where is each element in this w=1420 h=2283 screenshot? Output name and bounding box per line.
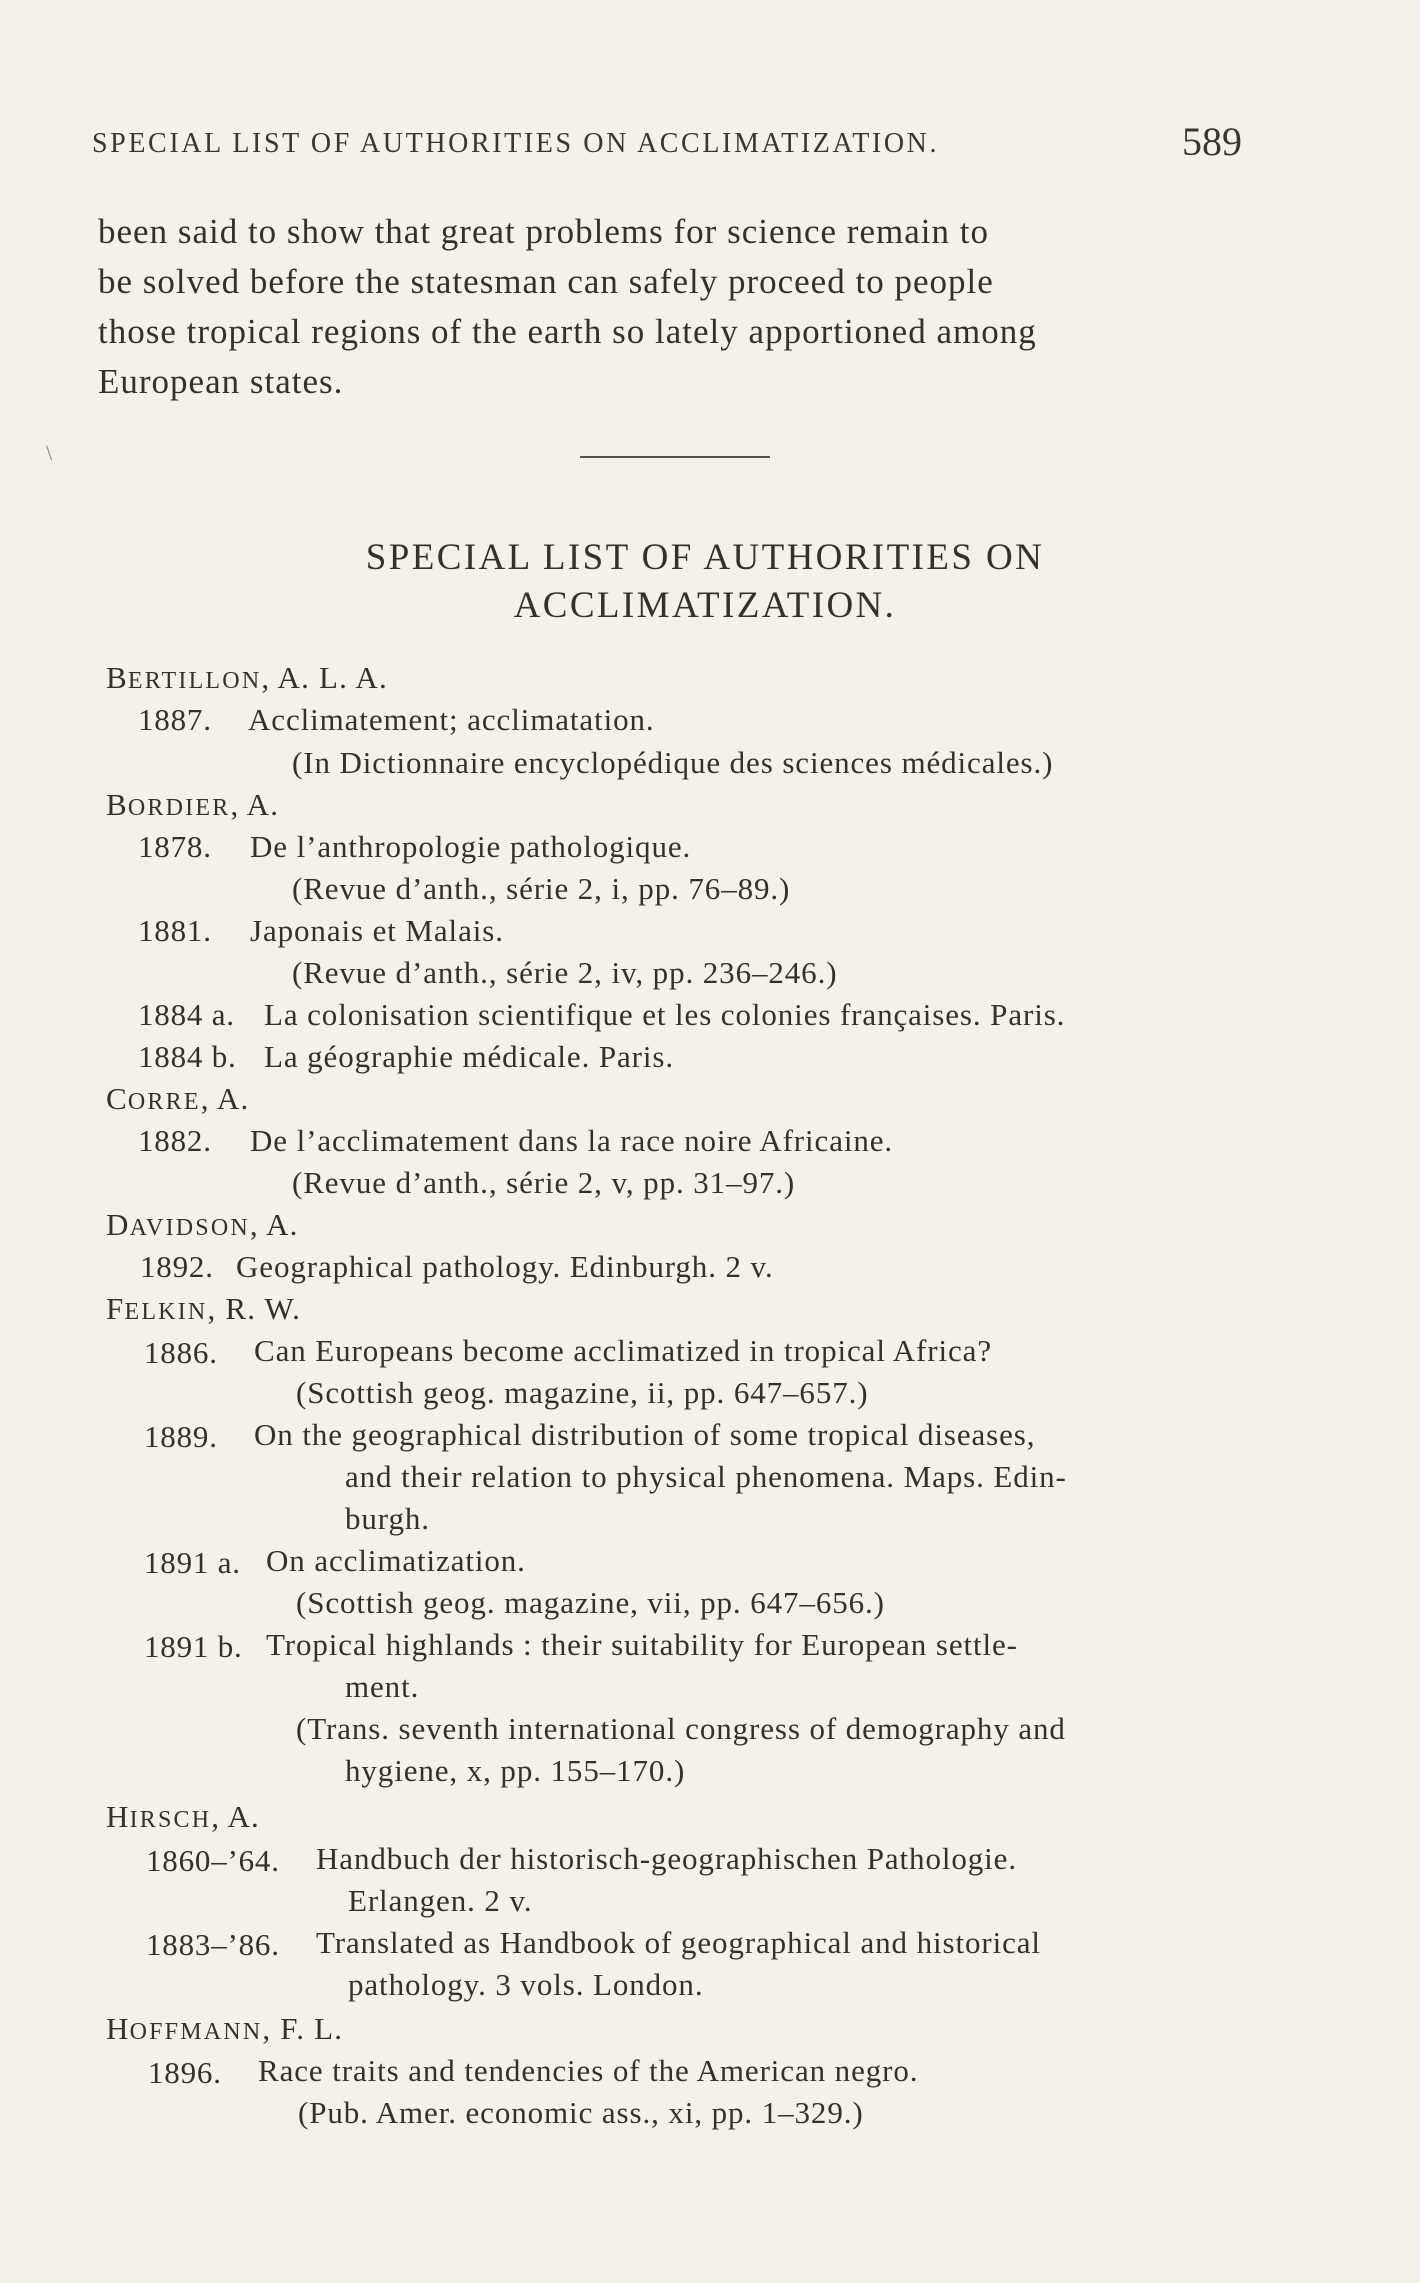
entry-title: De l’acclimatement dans la race noire Africaine. [250,1123,894,1158]
running-head: SPECIAL LIST OF AUTHORITIES ON ACCLIMATIZATION. [92,128,940,159]
entry-year: 1892. [140,1249,214,1284]
intro-line: European states. [98,362,344,401]
entry-title: Geographical pathology. Edinburgh. 2 v. [236,1249,774,1284]
author-name: BERTILLON, A. L. A. [106,660,388,695]
stray-mark: \ [46,440,53,465]
entry-year: 1878. [138,829,212,864]
author-name: FELKIN, R. W. [106,1291,302,1326]
entry-year: 1881. [138,913,212,948]
entry-year: 1883–’86. [146,1927,280,1962]
author-name: CORRE, A. [106,1081,250,1116]
entry-title: La géographie médicale. Paris. [264,1039,675,1074]
entry-title: Handbuch der historisch-geographischen Pathologie. [316,1841,1017,1876]
entry-year: 1891 b. [144,1629,243,1664]
intro-line: been said to show that great problems for science remain to [98,212,989,251]
entry-title: On the geographical distribution of some tropical diseases, [254,1417,1036,1452]
entry-title: La colonisation scientifique et les colonies françaises. Paris. [264,997,1066,1032]
author-name: BORDIER, A. [106,787,280,822]
entry-title: Race traits and tendencies of the American negro. [258,2053,919,2088]
entry-note: ment. [345,1669,420,1704]
section-rule [580,456,770,458]
author-name: HOFFMANN, F. L. [106,2011,344,2046]
intro-line: those tropical regions of the earth so lately apportioned among [98,312,1037,351]
page-number: 589 [1182,119,1242,164]
entry-year: 1884 a. [138,997,235,1032]
entry-note: and their relation to physical phenomena. Maps. Edin- [345,1459,1067,1494]
entry-note: (Revue d’anth., série 2, v, pp. 31–97.) [292,1165,796,1200]
entry-title: Acclimatement; acclimatation. [248,702,655,737]
entry-year: 1860–’64. [146,1843,280,1878]
section-heading: ACCLIMATIZATION. [513,585,897,626]
entry-note: (Revue d’anth., série 2, i, pp. 76–89.) [292,871,791,906]
entry-year: 1882. [138,1123,212,1158]
entry-note: hygiene, x, pp. 155–170.) [345,1753,686,1788]
entry-note: burgh. [345,1501,430,1536]
entry-year: 1889. [144,1419,218,1454]
entry-title: De l’anthropologie pathologique. [250,829,692,864]
entry-title: Tropical highlands : their suitability for European settle- [266,1627,1018,1662]
entry-note: pathology. 3 vols. London. [348,1967,704,2002]
entry-year: 1887. [138,702,212,737]
entry-year: 1884 b. [138,1039,237,1074]
entry-title: Translated as Handbook of geographical and historical [316,1925,1041,1960]
intro-line: be solved before the statesman can safely proceed to people [98,262,994,301]
entry-note: (Scottish geog. magazine, vii, pp. 647–656.) [296,1585,885,1620]
entry-year: 1886. [144,1335,218,1370]
section-heading: SPECIAL LIST OF AUTHORITIES ON [365,537,1045,578]
entry-note: (In Dictionnaire encyclopédique des sciences médicales.) [292,745,1054,780]
entry-year: 1896. [148,2055,222,2090]
author-name: DAVIDSON, A. [106,1207,299,1242]
entry-title: Can Europeans become acclimatized in tropical Africa? [254,1333,992,1368]
entry-note: (Scottish geog. magazine, ii, pp. 647–657.) [296,1375,869,1410]
author-name: HIRSCH, A. [106,1799,261,1834]
entry-title: Japonais et Malais. [250,913,504,948]
entry-note: (Revue d’anth., série 2, iv, pp. 236–246.) [292,955,838,990]
entry-note: (Trans. seventh international congress of demography and [296,1711,1066,1746]
entry-title: On acclimatization. [266,1543,526,1578]
entry-note: Erlangen. 2 v. [348,1883,533,1918]
entry-note: (Pub. Amer. economic ass., xi, pp. 1–329.) [298,2095,864,2130]
entry-year: 1891 a. [144,1545,241,1580]
